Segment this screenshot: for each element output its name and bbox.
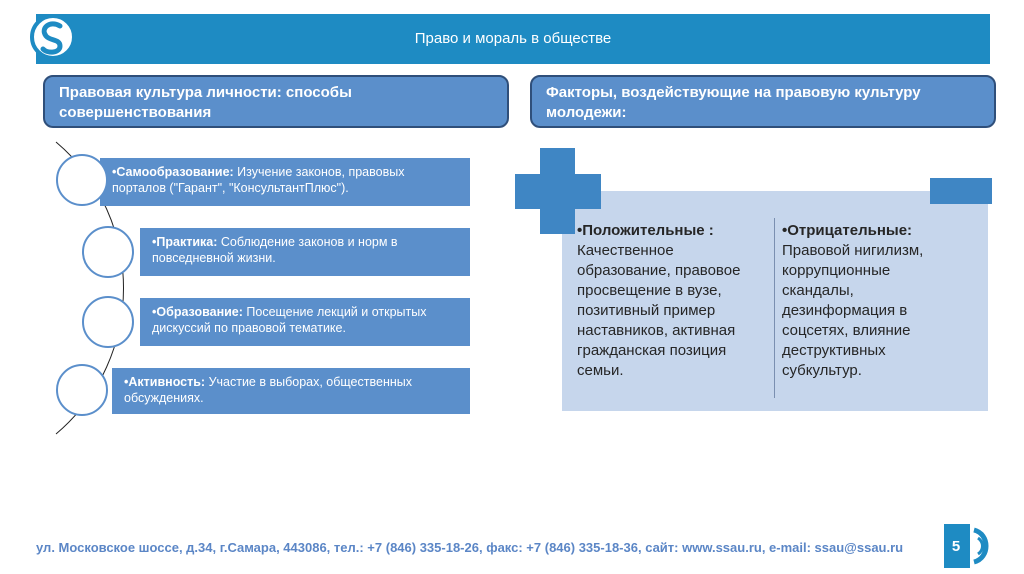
item-text: Соблюдение законов и норм в повседневной жизни. — [152, 235, 398, 265]
header-bar — [36, 14, 990, 64]
plus-icon-bar — [515, 174, 601, 209]
footer-address: ул. Московское шоссе, д.34, г.Самара, 443086, тел.: +7 (846) 335-18-26, факс: +7 (846) 335-18-36, сайт: www.ssau.ru, e-mail: ssau@ssau.ru — [36, 540, 904, 555]
positive-factors — [577, 221, 767, 381]
item-text: Изучение законов, правовых порталов ("Гарант", "КонсультантПлюс"). — [112, 165, 405, 195]
item-text: Посещение лекций и открытых дискуссий по правовой тематике. — [152, 305, 427, 335]
right-panel-heading: Факторы, воздействующие на правовую культуру молодежи: — [530, 75, 996, 128]
page-title: Право и мораль в обществе — [414, 30, 612, 47]
minus-icon — [930, 178, 992, 204]
item-text: Участие в выборах, общественных обсуждениях. — [124, 375, 412, 405]
list-item-circle — [82, 296, 134, 348]
page-number: 5 — [951, 538, 961, 555]
negative-text: Правовой нигилизм, коррупционные скандалы, дезинформация в соцсетях, влияние деструктивных субкультур. — [782, 242, 924, 379]
left-panel-heading: Правовая культура личности: способы совершенствования — [43, 75, 509, 128]
list-item — [100, 158, 470, 206]
item-label: •Активность: — [124, 375, 206, 389]
positive-label: •Положительные : — [577, 222, 714, 239]
column-divider — [774, 218, 775, 398]
list-item-circle — [56, 364, 108, 416]
list-item — [140, 228, 470, 276]
item-label: •Образование: — [152, 305, 243, 319]
list-item-circle — [82, 226, 134, 278]
positive-text: Качественное образование, правовое просвещение в вузе, позитивный пример наставников, активная гражданская позиция семьи. — [577, 242, 741, 379]
ssau-logo-icon — [30, 12, 76, 62]
list-item — [112, 368, 470, 414]
list-item — [140, 298, 470, 346]
list-item-circle — [56, 154, 108, 206]
item-label: •Практика: — [152, 235, 218, 249]
negative-factors — [782, 221, 962, 381]
negative-label: •Отрицательные: — [782, 222, 913, 239]
item-label: •Самообразование: — [112, 165, 234, 179]
